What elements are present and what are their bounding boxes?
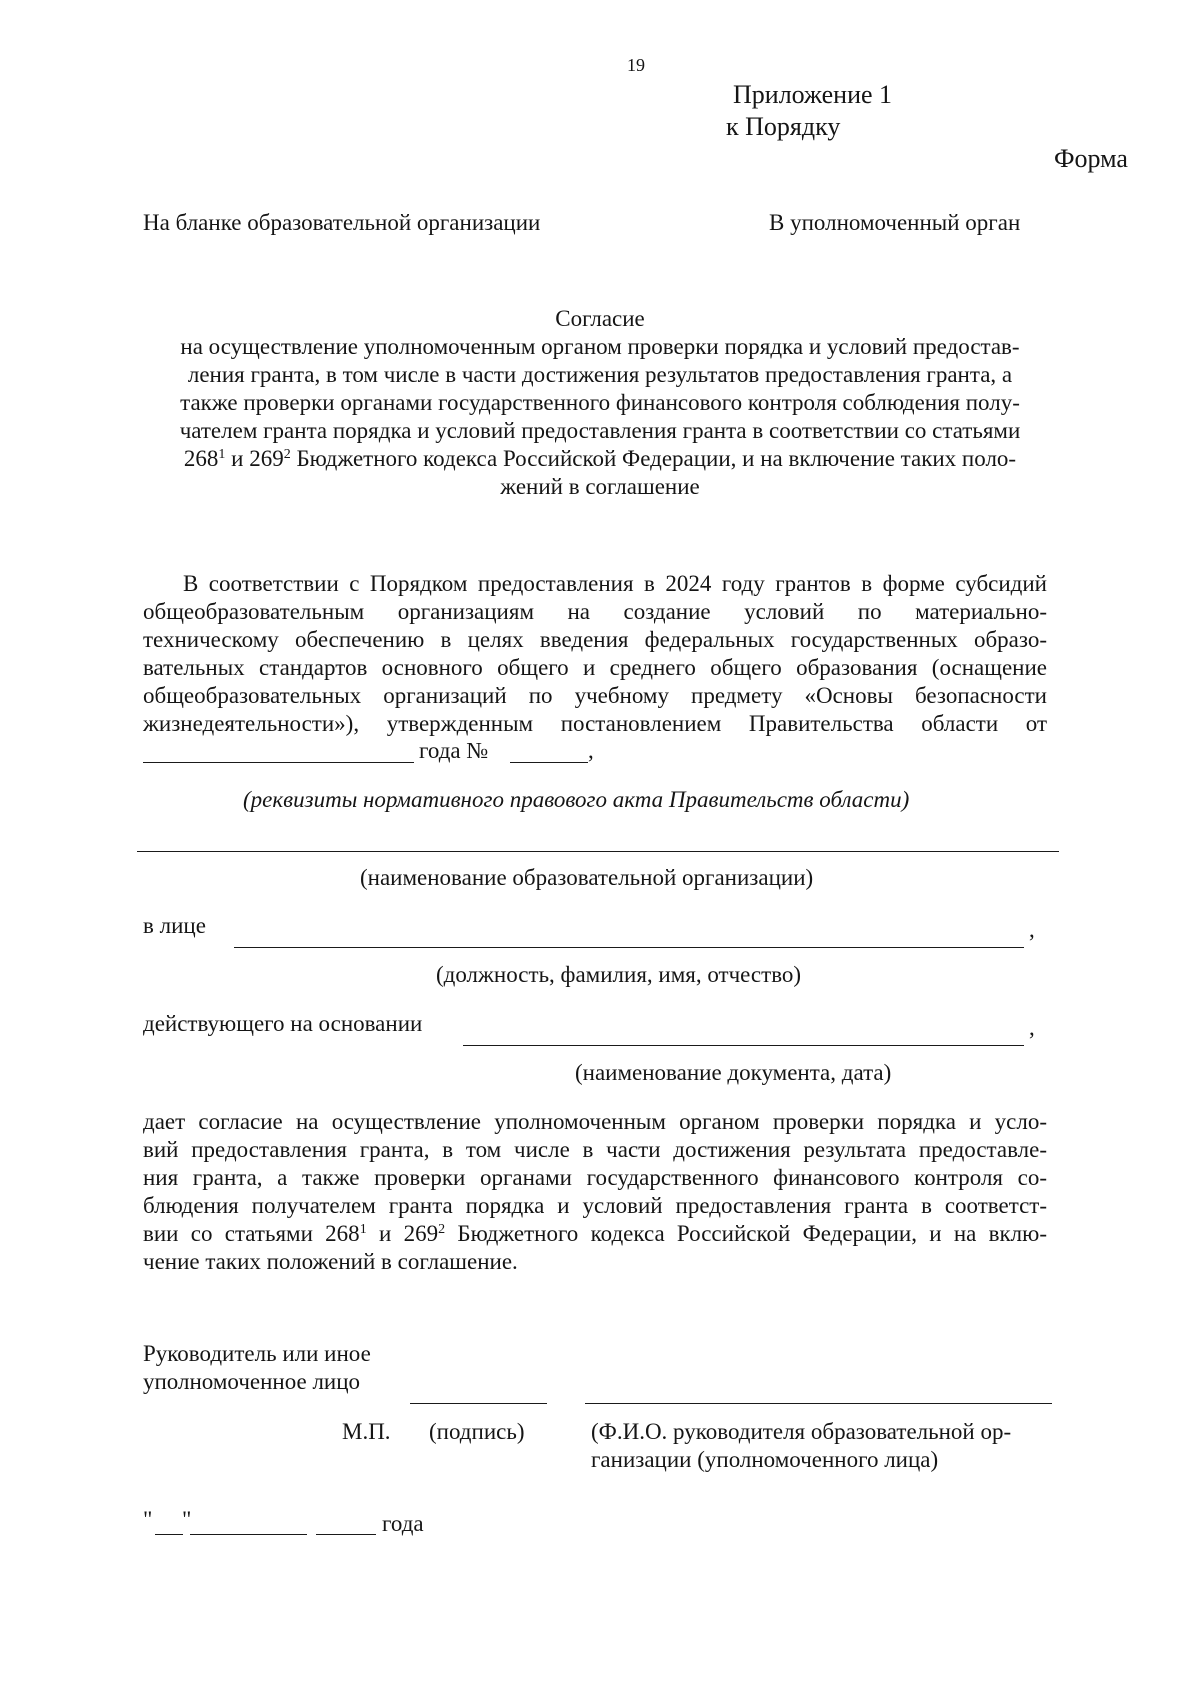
signature-blank[interactable] <box>410 1403 547 1404</box>
body-line: общеобразовательным организациям на создание условий по материально- <box>143 599 1047 624</box>
consent-line: вий предоставления гранта, в том числе в части достижения результата предоставле- <box>143 1137 1047 1162</box>
basis-comma: , <box>1029 1015 1035 1040</box>
consent-line: блюдения получателем гранта порядка и условий предоставления гранта в соответст- <box>143 1193 1047 1218</box>
date-day-blank[interactable] <box>155 1534 183 1535</box>
consent-line: дает согласие на осуществление уполномоченным органом проверки порядка и усло- <box>143 1109 1047 1134</box>
header-left: На бланке образовательной организации <box>143 210 541 235</box>
body-line: В соответствии с Порядком предоставления в 2024 году грантов в форме субсидий <box>183 571 1047 596</box>
org-caption: (наименование образовательной организации) <box>360 865 814 890</box>
form-label: Форма <box>1054 144 1128 173</box>
consent-line: ния гранта, а также проверки органами государственного финансового контроля со- <box>143 1165 1047 1190</box>
stamp-label: М.П. <box>342 1419 391 1444</box>
face-label: в лице <box>143 913 206 938</box>
header-right: В уполномоченный орган <box>769 210 1021 235</box>
consent-heading: Согласие <box>555 306 645 331</box>
signer-role-line1: Руководитель или иное <box>143 1341 371 1366</box>
body-line: техническому обеспечению в целях введения федеральных государственных образо- <box>143 627 1047 652</box>
title-line: жений в соглашение <box>500 474 700 499</box>
title-line: чателем гранта порядка и условий предоставления гранта в соответствии со статьями <box>179 418 1021 443</box>
body-line: общеобразовательных организаций по учебному предмету «Основы безопасности <box>143 683 1047 708</box>
basis-blank[interactable] <box>463 1045 1024 1046</box>
consent-article-269: и 269 <box>366 1221 439 1246</box>
superscript: 1 <box>359 1222 367 1237</box>
superscript: 1 <box>218 447 226 462</box>
date-year-blank[interactable] <box>316 1534 376 1535</box>
appendix-subtitle: к Порядку <box>726 112 841 141</box>
date-quote-close: " <box>182 1507 192 1532</box>
body-line: жизнедеятельности»), утвержденным постановлением Правительства области от <box>143 711 1047 736</box>
date-year-label: года <box>382 1511 424 1536</box>
signer-name-caption-line2: ганизации (уполномоченного лица) <box>591 1447 939 1472</box>
date-quote-open: " <box>143 1507 153 1532</box>
consent-line-budget-code <box>143 1220 1047 1248</box>
date-month-blank[interactable] <box>190 1534 307 1535</box>
consent-article-268: вии со статьями 268 <box>143 1221 360 1246</box>
consent-line-tail: Бюджетного кодекса Российской Федерации, и на вклю- <box>445 1221 1047 1246</box>
person-comma: , <box>1029 917 1035 942</box>
act-date-blank[interactable] <box>143 762 414 763</box>
title-line: на осуществление уполномоченным органом проверки порядка и условий предостав- <box>180 334 1020 359</box>
superscript: 2 <box>438 1222 446 1237</box>
title-article-268: 268 <box>183 446 219 471</box>
body-line: вательных стандартов основного общего и среднего общего образования (оснащение <box>143 655 1047 680</box>
org-name-blank[interactable] <box>137 851 1059 852</box>
signer-name-caption-line1: (Ф.И.О. руководителя образовательной ор- <box>591 1419 1012 1444</box>
person-blank[interactable] <box>234 947 1024 948</box>
superscript: 2 <box>283 447 291 462</box>
act-date-label: года № <box>419 738 489 763</box>
person-caption: (должность, фамилия, имя, отчество) <box>436 962 802 987</box>
act-number-comma: , <box>588 738 594 763</box>
title-line-budget-code <box>150 445 1050 473</box>
title-line: также проверки органами государственного финансового контроля соблюдения полу- <box>180 390 1020 415</box>
act-caption: (реквизиты нормативного правового акта Правительств области) <box>243 787 910 812</box>
title-line: ления гранта, в том числе в части достижения результатов предоставления гранта, а <box>187 362 1013 387</box>
basis-label: действующего на основании <box>143 1011 423 1036</box>
title-line-tail: Бюджетного кодекса Российской Федерации, и на включение таких поло- <box>290 446 1017 471</box>
signature-caption: (подпись) <box>429 1419 525 1444</box>
consent-line: чение таких положений в соглашение. <box>143 1249 518 1274</box>
act-number-blank[interactable] <box>510 762 588 763</box>
doc-caption: (наименование документа, дата) <box>575 1060 892 1085</box>
signer-role-line2: уполномоченное лицо <box>143 1369 361 1394</box>
appendix-title: Приложение 1 <box>733 80 893 109</box>
signer-name-blank[interactable] <box>585 1403 1052 1404</box>
title-article-269: и 269 <box>225 446 284 471</box>
page-number: 19 <box>627 55 645 75</box>
